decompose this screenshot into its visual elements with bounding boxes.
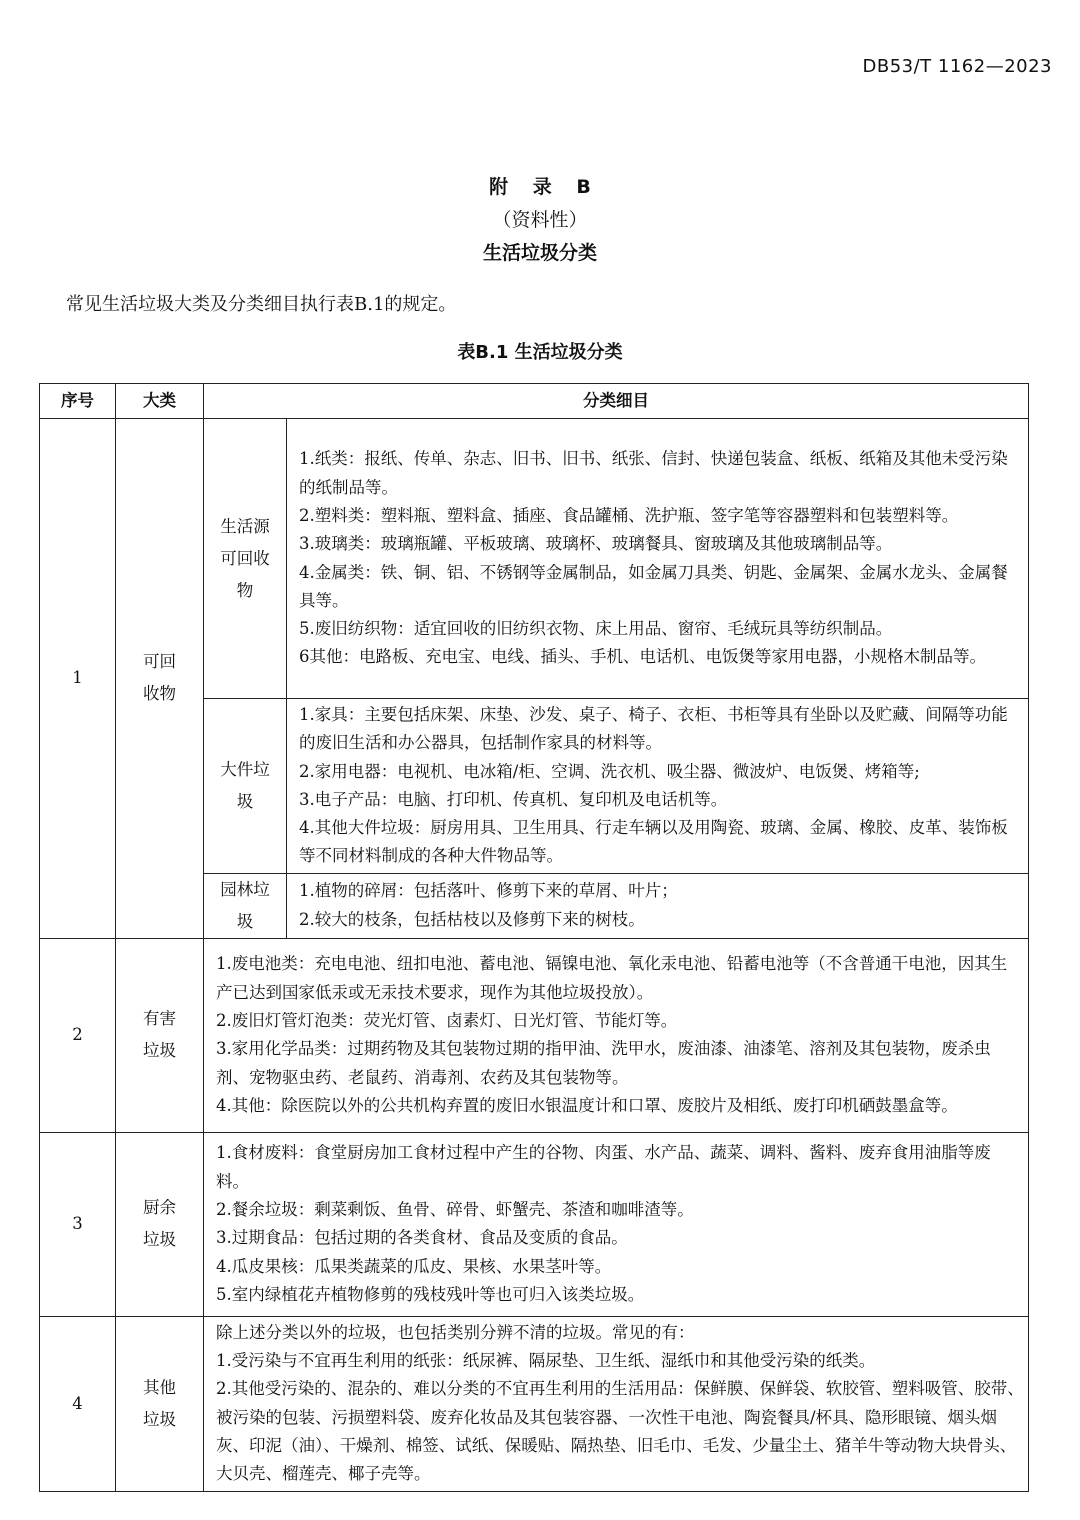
detail-item: 2.较大的枝条，包括枯枝以及修剪下来的树枝。 [299, 909, 645, 929]
table-caption: 表B.1 生活垃圾分类 [457, 342, 623, 363]
detail-item: 2.餐余垃圾：剩菜剩饭、鱼骨、碎骨、虾蟹壳、茶渣和咖啡渣等。 [216, 1199, 694, 1219]
header-num: 序号 [40, 384, 116, 419]
detail-item: 1.废电池类：充电电池、纽扣电池、蓄电池、镉镍电池、氧化汞电池、铅蓄电池等（不含普通干电池，因其生产已达到国家低汞或无汞技术要求，现作为其他垃圾投放）。 [216, 954, 1008, 1002]
table-row [40, 419, 1029, 699]
detail-item: 1.食材废料：食堂厨房加工食材过程中产生的谷物、肉蛋、水产品、蔬菜、调料、酱料、废弃食用油脂等废料。 [216, 1143, 991, 1191]
detail-item: 3.玻璃类：玻璃瓶罐、平板玻璃、玻璃杯、玻璃餐具、窗玻璃及其他玻璃制品等。 [299, 534, 893, 554]
subgroup-details [287, 699, 1029, 874]
row-details [204, 1132, 1029, 1316]
detail-item: 1.家具：主要包括床架、床垫、沙发、桌子、椅子、衣柜、书柜等具有坐卧以及贮藏、间隔等功能的废旧生活和办公器具，包括制作家具的材料等。 [299, 705, 1008, 753]
appendix-nature: （资料性） [492, 209, 588, 231]
detail-item: 4.其他：除医院以外的公共机构弃置的废旧水银温度计和口罩、废胶片及相纸、废打印机硒鼓墨盒等。 [216, 1095, 958, 1115]
detail-item: 1.纸类：报纸、传单、杂志、旧书、旧书、纸张、信封、快递包装盒、纸板、纸箱及其他未受污染的纸制品等。 [299, 449, 1008, 497]
row-category: 有害 垃圾 [116, 938, 204, 1132]
detail-item: 2.其他受污染的、混杂的、难以分类的不宜再生利用的生活用品：保鲜膜、保鲜袋、软胶管、塑料吸管、胶带、被污染的包装、污损塑料袋、废弃化妆品及其包装容器、一次性干电池、陶瓷餐具/杯具、隐形眼镜、烟头烟灰、印泥（油）、干燥剂、棉签、试纸、保暖贴、隔热垫、旧毛巾、毛发、少量尘土、猪羊牛等动物大块骨头、大贝壳、榴莲壳、椰子壳等。 [216, 1379, 1024, 1484]
detail-item: 3.家用化学品类：过期药物及其包装物过期的指甲油、洗甲水，废油漆、油漆笔、溶剂及其包装物，废杀虫剂、宠物驱虫药、老鼠药、消毒剂、农药及其包装物等。 [216, 1039, 991, 1087]
row-num: 1 [40, 419, 116, 939]
row-category: 厨余 垃圾 [116, 1132, 204, 1316]
row-num: 2 [40, 938, 116, 1132]
detail-item: 3.过期食品：包括过期的各类食材、食品及变质的食品。 [216, 1228, 628, 1248]
table-row [40, 938, 1029, 1132]
classification-table [39, 383, 1029, 1492]
table-row [40, 1132, 1029, 1316]
table-header-row [40, 384, 1029, 419]
detail-item: 3.电子产品：电脑、打印机、传真机、复印机及电话机等。 [299, 789, 728, 809]
detail-item: 5.废旧纺织物：适宜回收的旧纺织衣物、床上用品、窗帘、毛绒玩具等纺织制品。 [299, 619, 893, 639]
detail-item: 2.废旧灯管灯泡类：荧光灯管、卤素灯、日光灯管、节能灯等。 [216, 1010, 678, 1030]
row-category: 其他 垃圾 [116, 1316, 204, 1491]
subgroup-name: 生活源 可回收 物 [204, 419, 287, 699]
row-details [204, 1316, 1029, 1491]
subgroup-name: 大件垃 圾 [204, 699, 287, 874]
detail-item: 4.其他大件垃圾：厨房用具、卫生用具、行走车辆以及用陶瓷、玻璃、金属、橡胶、皮革、装饰板等不同材料制成的各种大件物品等。 [299, 818, 1008, 866]
detail-item: 4.金属类：铁、铜、铝、不锈钢等金属制品，如金属刀具类、钥匙、金属架、金属水龙头、金属餐具等。 [299, 562, 1008, 610]
detail-item: 4.瓜皮果核：瓜果类蔬菜的瓜皮、果核、水果茎叶等。 [216, 1256, 612, 1276]
row-num: 3 [40, 1132, 116, 1316]
row-details [204, 938, 1029, 1132]
document-id: DB53/T 1162—2023 [862, 56, 1052, 77]
appendix-subject: 生活垃圾分类 [482, 242, 597, 264]
detail-item: 1.植物的碎屑：包括落叶、修剪下来的草屑、叶片； [299, 881, 678, 901]
table-row [40, 1316, 1029, 1491]
row-category: 可回 收物 [116, 419, 204, 939]
detail-item: 2.家用电器：电视机、电冰箱/柜、空调、洗衣机、吸尘器、微波炉、电饭煲、烤箱等; [299, 761, 920, 781]
row-num: 4 [40, 1316, 116, 1491]
header-category: 大类 [116, 384, 204, 419]
detail-item: 2.塑料类：塑料瓶、塑料盒、插座、食品罐桶、洗护瓶、签字笔等容器塑料和包装塑料等。 [299, 505, 959, 525]
detail-item: 5.室内绿植花卉植物修剪的残枝残叶等也可归入该类垃圾。 [216, 1284, 645, 1304]
subgroup-details [287, 419, 1029, 699]
detail-item: 除上述分类以外的垃圾，也包括类别分辨不清的垃圾。常见的有： [216, 1322, 695, 1342]
detail-item: 1.受污染与不宜再生利用的纸张：纸尿裤、隔尿垫、卫生纸、湿纸巾和其他受污染的纸类。 [216, 1351, 876, 1371]
subgroup-name: 园林垃 圾 [204, 873, 287, 938]
subgroup-details [287, 873, 1029, 938]
detail-item: 6其他：电路板、充电宝、电线、插头、手机、电话机、电饭煲等家用电器，小规格木制品等。 [299, 647, 986, 667]
appendix-title: 附 录 B [489, 176, 591, 198]
header-details: 分类细目 [204, 384, 1029, 419]
intro-paragraph: 常见生活垃圾大类及分类细目执行表B.1的规定。 [66, 294, 457, 315]
